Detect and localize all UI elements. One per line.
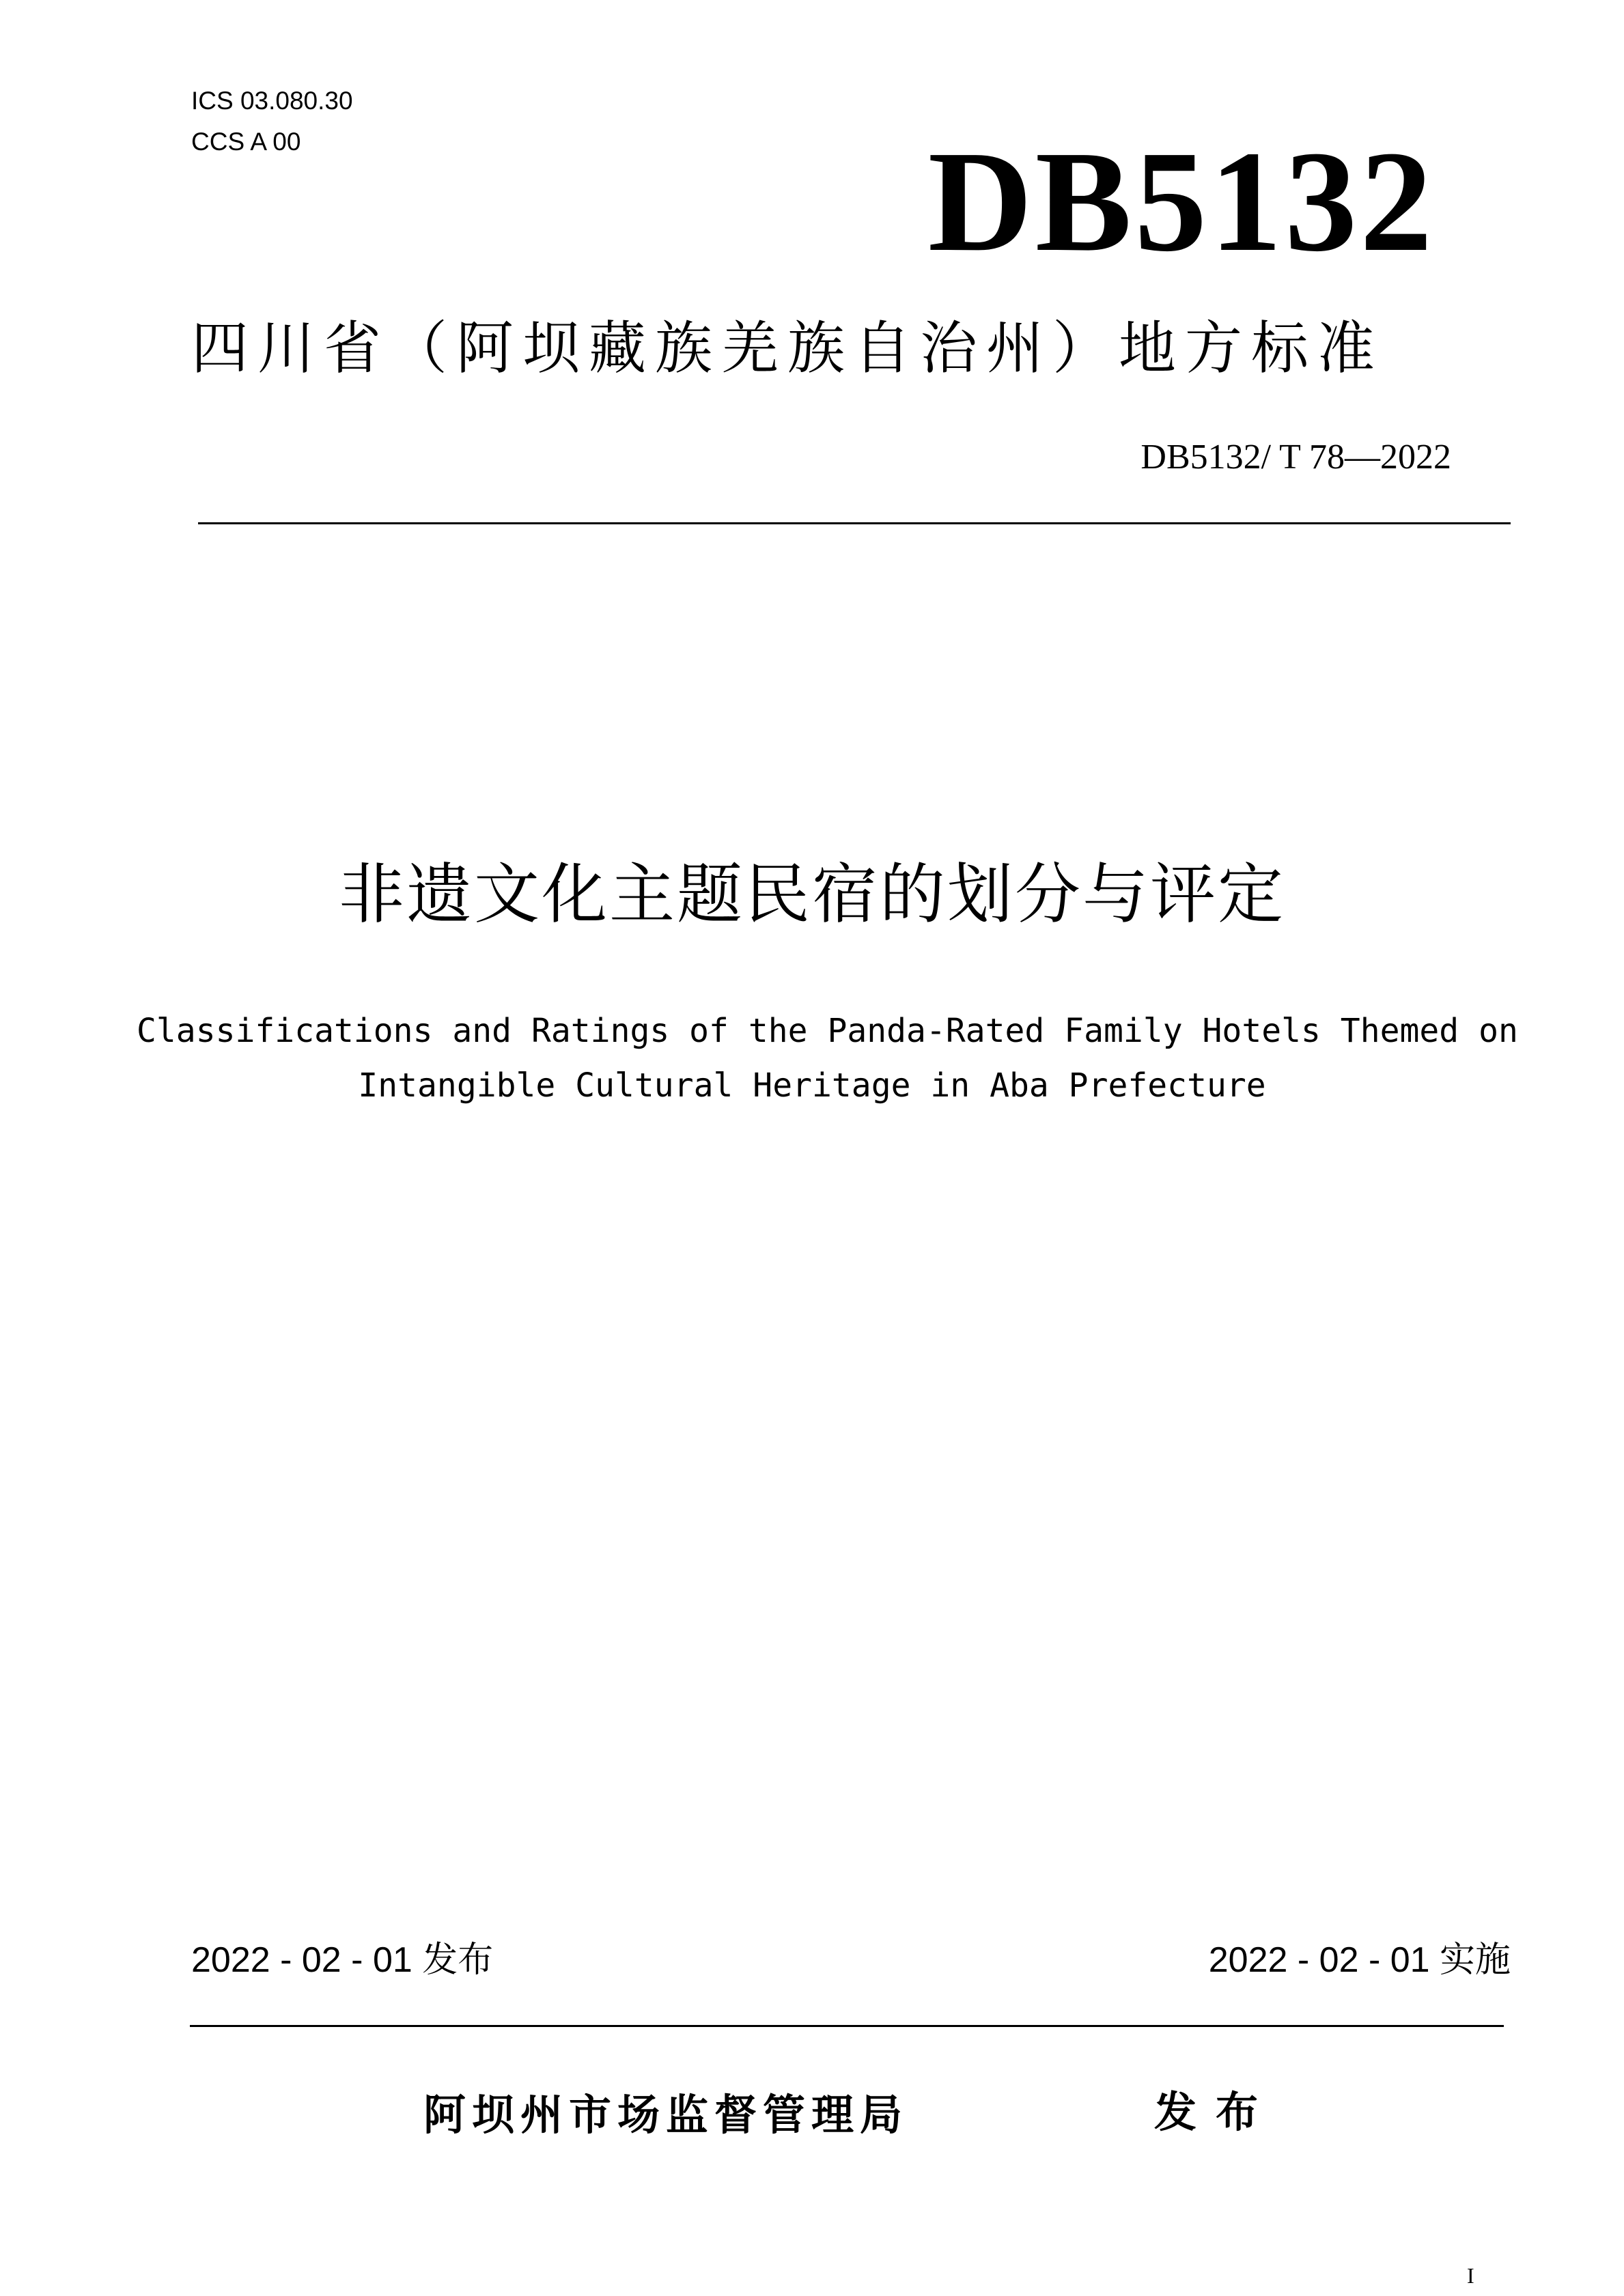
standard-code: DB5132 [927, 121, 1436, 281]
bottom-divider [190, 2025, 1504, 2027]
issuing-authority: 阿坝州市场监督管理局 [423, 2090, 909, 2140]
ccs-code: CCS A 00 [191, 128, 301, 156]
page-number: I [1467, 2263, 1474, 2288]
classification-codes [191, 81, 353, 162]
document-title-cn: 非遗文化主题民宿的划分与评定 [339, 856, 1285, 933]
title-en-line-1: Classifications and Ratings of the Panda-Rated Family Hotels Themed on [137, 1012, 1518, 1050]
standard-type: 四川省（阿坝藏族羌族自治州）地方标准 [191, 315, 1384, 382]
standard-number: DB5132/ T 78—2022 [1140, 438, 1451, 477]
release-date: 2022 - 02 - 01 发布 [191, 1940, 494, 1980]
ics-code: ICS 03.080.30 [191, 87, 353, 115]
publish-label: 发布 [1154, 2087, 1278, 2137]
top-divider [198, 522, 1511, 524]
document-title-en [137, 1004, 1518, 1113]
title-en-line-2: Intangible Cultural Heritage in Aba Prefecture [358, 1066, 1266, 1105]
implementation-date: 2022 - 02 - 01 实施 [1208, 1940, 1511, 1980]
